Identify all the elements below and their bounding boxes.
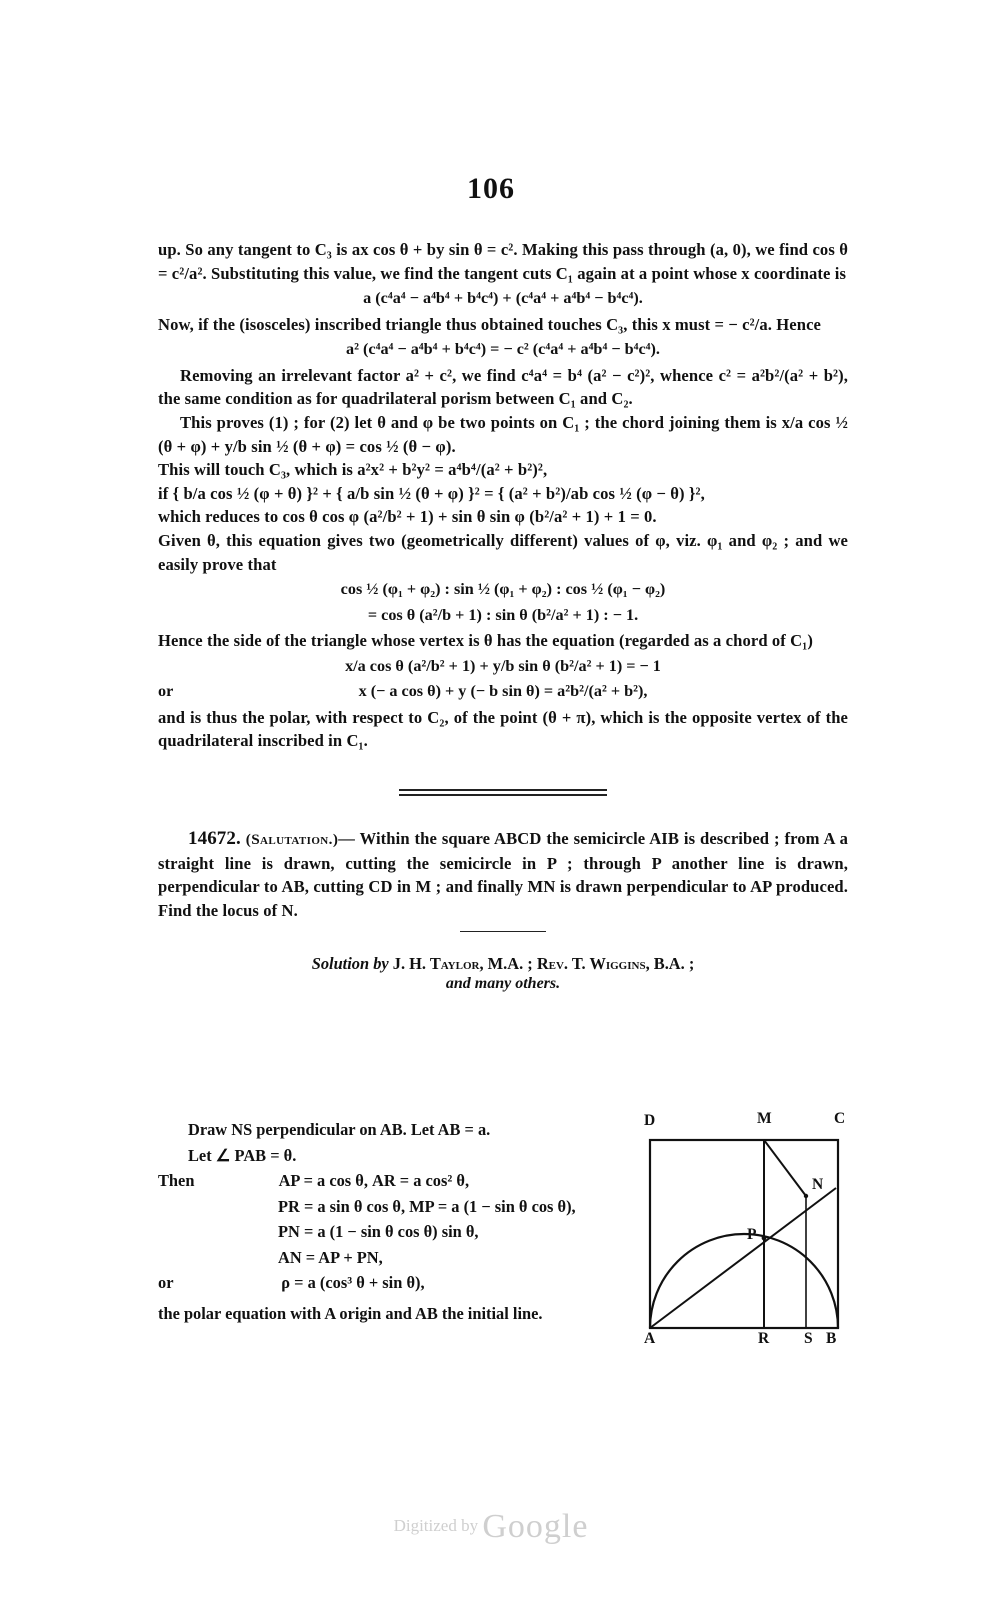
solution-line-3-wrap xyxy=(158,1168,628,1194)
short-rule xyxy=(460,931,546,932)
solution-line-6: AN = AP + PN, xyxy=(278,1247,383,1267)
problem-proposer: (Salutation.) xyxy=(245,830,339,848)
solution-line-7: ρ = a (cos³ θ + sin θ), xyxy=(281,1273,425,1292)
point-p xyxy=(762,1236,767,1241)
semicircle-aib xyxy=(650,1234,838,1328)
paragraph-4: This proves (1) ; for (2) let θ and φ be two points on C₁ ; the chord joining them is x/a cos ½ (θ + φ) + y/b sin ½ (θ + φ) = cos ½ (θ − φ). xyxy=(158,412,848,456)
figure-label-r: R xyxy=(758,1330,770,1347)
point-n xyxy=(804,1194,808,1198)
geometry-figure xyxy=(640,1110,855,1350)
figure-label-b: B xyxy=(826,1330,837,1347)
problem-number: 14672. xyxy=(188,827,241,849)
solution-line-1: Draw NS perpendicular on AB. Let AB = a. xyxy=(188,1120,491,1139)
scan-watermark xyxy=(0,1508,982,1546)
equation-5: x (− a cos θ) + y (− b sin θ) = a²b²/(a² + b²), xyxy=(358,682,648,701)
solution-line-5: PN = a (1 − sin θ cos θ) sin θ, xyxy=(278,1222,479,1241)
line-mn xyxy=(764,1140,806,1196)
figure-label-s: S xyxy=(804,1330,813,1347)
paragraph-3: Removing an irrelevant factor a² + c², we find c⁴a⁴ = b⁴ (a² − c²)², whence c² = a²b²/(a² + b²), the same condition as for quadrilateral porism between C₁ and C₂. xyxy=(158,365,848,409)
figure-label-m: M xyxy=(757,1110,772,1127)
solution-line-3: AP = a cos θ, AR = a cos² θ, xyxy=(278,1171,470,1190)
equation-2: a² (c⁴a⁴ − a⁴b⁴ + b⁴c⁴) = − c² (c⁴a⁴ + a⁴b⁴ − b⁴c⁴). xyxy=(346,340,660,359)
problem-statement: Within the square ABCD the semicircle AIB is described ; from A a straight line is drawn, cutting the semicircle in P ; through P another line is drawn, perpendicular to AB, cutting CD in M ; and finally MN is drawn perpendicular to AP produced. Find the locus of N. xyxy=(158,828,848,920)
figure-label-p: P xyxy=(747,1226,757,1243)
equation-4: x/a cos θ (a²/b² + 1) + y/b sin θ (b²/a² + 1) = − 1 xyxy=(345,656,661,675)
solution-line-4: PR = a sin θ cos θ, MP = a (1 − sin θ cos θ), xyxy=(278,1196,576,1216)
then-label: Then xyxy=(158,1171,195,1190)
solution-line-7-wrap xyxy=(158,1270,628,1296)
figure-label-d: D xyxy=(644,1112,656,1129)
section-divider xyxy=(158,783,848,801)
paragraph-10: and is thus the polar, with respect to C₂, of the point (θ + π), which is the opposite vertex of the quadrilateral inscribed in C₁. xyxy=(158,707,848,751)
watermark-prefix: Digitized by xyxy=(393,1516,479,1535)
main-text-column xyxy=(158,238,848,993)
watermark-brand: Google xyxy=(482,1508,589,1545)
solution-body xyxy=(158,1117,628,1325)
paragraph-6: if { b/a cos ½ (φ + θ) }² + { a/b sin ½ (θ + φ) }² = { (a² + b²)/ab cos ½ (φ − θ) }², xyxy=(158,483,705,503)
figure-label-c: C xyxy=(834,1110,846,1127)
paragraph-9: Hence the side of the triangle whose vertex is θ has the equation (regarded as a chord of C₁) xyxy=(158,631,813,651)
paragraph-2: Now, if the (isosceles) inscribed triangle thus obtained touches C₃, this x must = − c²/a. Hence xyxy=(158,314,822,334)
paragraph-8: Given θ, this equation gives two (geometrically different) values of φ, viz. φ₁ and φ₂ ; and we easily prove that xyxy=(158,530,848,574)
equation-3a: cos ½ (φ₁ + φ₂) : sin ½ (φ₁ + φ₂) : cos ½ (φ₁ − φ₂) xyxy=(340,580,666,599)
page-number: 106 xyxy=(467,172,515,205)
solution-by-prefix: Solution by xyxy=(311,954,389,974)
equation-3b: = cos θ (a²/b + 1) : sin θ (b²/a² + 1) : − 1. xyxy=(367,605,639,624)
solution-by-names: J. H. Taylor, M.A. ; Rev. T. Wiggins, B.A. ; xyxy=(392,954,695,974)
equation-1: a (c⁴a⁴ − a⁴b⁴ + b⁴c⁴) + (c⁴a⁴ + a⁴b⁴ − b⁴c⁴). xyxy=(363,289,643,308)
paragraph-7: which reduces to cos θ cos φ (a²/b² + 1) + sin θ sin φ (b²/a² + 1) + 1 = 0. xyxy=(158,507,657,527)
solution-credit-line xyxy=(158,954,848,974)
solution-line-8: the polar equation with A origin and AB the initial line. xyxy=(158,1303,543,1323)
paragraph-1: up. So any tangent to C₃ is ax cos θ + by sin θ = c². Making this pass through (a, 0), we find cos θ = c²/a². Substituting this value, we find the tangent cuts C₁ again at a point whose x coordinate is xyxy=(158,240,848,283)
figure-label-n: N xyxy=(812,1176,824,1193)
figure-label-a: A xyxy=(644,1330,656,1347)
paragraph-5: This will touch C₃, which is a²x² + b²y² = a⁴b⁴/(a² + b²)², xyxy=(158,460,548,480)
or-label-1: or xyxy=(158,682,174,701)
solution-line-2: Let ∠ PAB = θ. xyxy=(188,1145,297,1165)
problem-paragraph xyxy=(158,827,848,922)
double-rule xyxy=(399,789,607,796)
problem-dash: — xyxy=(338,828,355,848)
or-label-2: or xyxy=(158,1273,174,1292)
solution-by-more: and many others. xyxy=(445,975,561,993)
